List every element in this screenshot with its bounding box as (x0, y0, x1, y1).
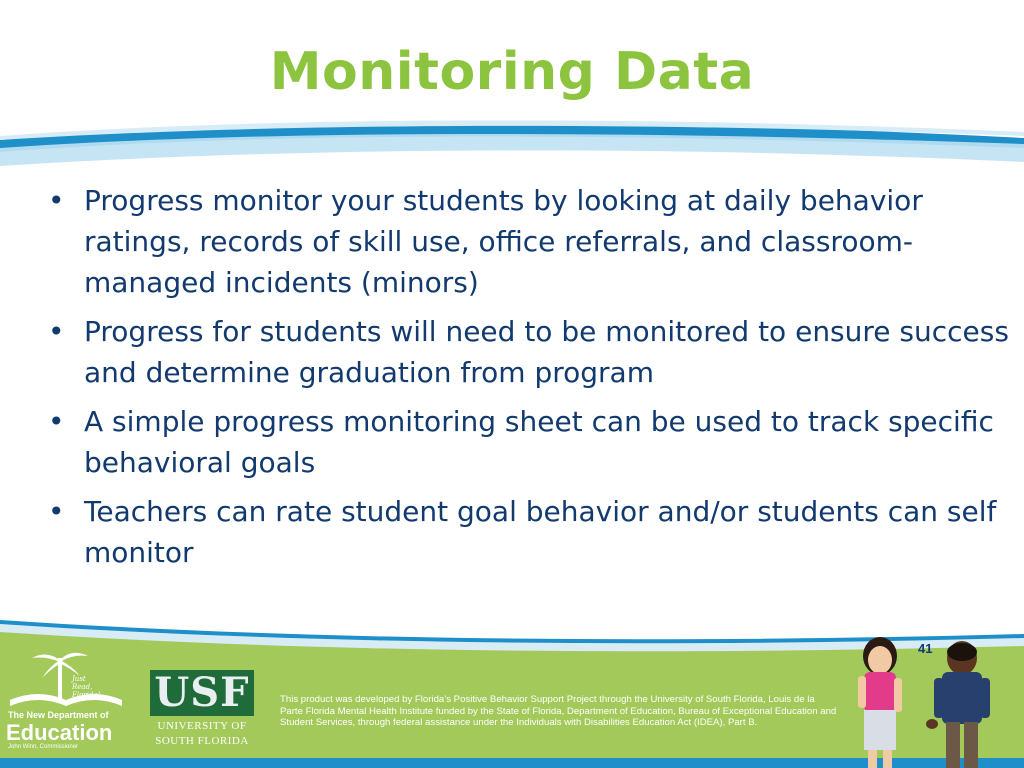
doe-name-line-1: The New Department of (8, 710, 109, 720)
children-photo (842, 630, 1024, 768)
doe-tagline-2: Read, (72, 683, 93, 691)
doe-name-line-2: Education (6, 720, 113, 745)
usf-line-2: SOUTH FLORIDA (155, 735, 249, 747)
bullet-item (48, 311, 1018, 393)
funding-disclaimer: This product was developed by Florida’s Positive Behavior Support Project through the University of South Florida, Louis de la Parte Florida Mental Health Institute funded by the State of Florida, Department of Education, Bureau of Exceptional Education and Student Services, through federal assistance under the Individuals with Disabilities Education Act (IDEA), Part B. (280, 694, 837, 728)
bullet-list (48, 180, 1018, 581)
bullet-dot: • (48, 184, 65, 217)
doe-tagline-1: Just (72, 675, 86, 683)
bullet-item (48, 180, 1018, 303)
bullet-text: Progress for students will need to be monitored to ensure success and determine graduation from program (84, 315, 1009, 389)
doe-commissioner: John Winn, Commissioner (8, 744, 79, 750)
bullet-dot: • (48, 315, 65, 348)
bullet-text: Progress monitor your students by looking at daily behavior ratings, records of skill use, office referrals, and classroom-managed incidents (minors) (84, 184, 923, 299)
usf-line-1: UNIVERSITY OF (157, 720, 247, 732)
bullet-text: A simple progress monitoring sheet can be used to track specific behavioral goals (84, 405, 994, 479)
page-number: 41 (918, 641, 933, 656)
doe-tagline-3: Florida! (72, 691, 101, 699)
usf-logo: USF (150, 670, 254, 716)
bullet-item (48, 491, 1018, 573)
bullet-dot: • (48, 405, 65, 438)
bullet-text: Teachers can rate student goal behavior and/or students can self monitor (84, 495, 997, 569)
title-wave-divider (0, 118, 1024, 188)
doe-tagline (72, 675, 100, 699)
bullet-dot: • (48, 495, 65, 528)
bullet-item (48, 401, 1018, 483)
slide-title: Monitoring Data (269, 42, 755, 102)
